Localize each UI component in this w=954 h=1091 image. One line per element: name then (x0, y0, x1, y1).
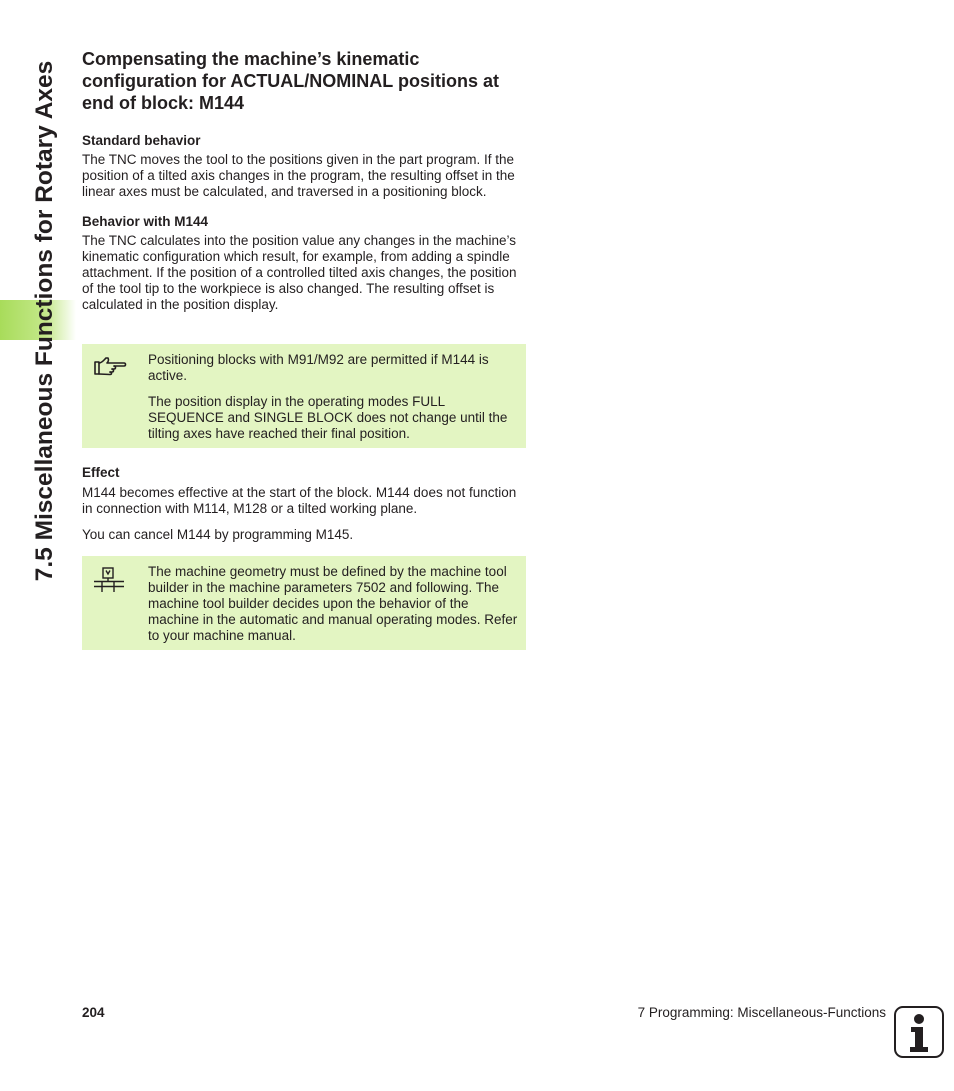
section-side-title (30, 55, 60, 587)
effect-text-1: M144 becomes effective at the start of the block. M144 does not function in connection with M114, M128 or a tilted working plane. (82, 485, 517, 516)
standard-behavior-title: Standard behavior (82, 133, 201, 148)
pointing-hand-icon (92, 352, 128, 385)
info-icon[interactable] (894, 1006, 944, 1058)
chapter-title: 7 Programming: Miscellaneous-Functions (637, 1005, 886, 1020)
effect-title: Effect (82, 465, 120, 480)
note-hint-body (148, 352, 518, 442)
machine-tool-icon (92, 566, 126, 599)
page-heading: Compensating the machine’s kinematic configuration for ACTUAL/NOMINAL positions at end of block: M144 (82, 49, 499, 113)
note-machine-body (148, 564, 518, 644)
page-number: 204 (82, 1005, 105, 1020)
standard-behavior-text: The TNC moves the tool to the positions given in the part program. If the position of a tilted axis changes in the program, the resulting offset in the linear axes must be calculated, and traversed in a positioning block. (82, 152, 515, 199)
note-box-machine (82, 556, 526, 650)
note-machine-text: The machine geometry must be defined by the machine tool builder in the machine parameters 7502 and following. The machine tool builder decides upon the behavior of the machine in the automatic and manual operating modes. Refer to your machine manual. (148, 564, 518, 643)
note-box-hint (82, 344, 526, 448)
note-hint-paragraph-2: The position display in the operating modes FULL SEQUENCE and SINGLE BLOCK does not change until the tilting axes have reached their final position. (148, 394, 508, 441)
note-hint-paragraph-1: Positioning blocks with M91/M92 are permitted if M144 is active. (148, 352, 489, 383)
section-side-title-text: 7.5 Miscellaneous Functions for Rotary Axes (31, 60, 58, 582)
behavior-m144-text: The TNC calculates into the position value any changes in the machine’s kinematic configuration which result, for example, from adding a spindle attachment. If the position of a controlled tilted axis changes, the position of the tool tip to the workpiece is also changed. The resulting offset is calculated in the position display. (82, 233, 517, 312)
effect-text-2: You can cancel M144 by programming M145. (82, 527, 354, 542)
behavior-m144-title: Behavior with M144 (82, 214, 209, 229)
effect-section (82, 464, 526, 543)
main-content (82, 48, 526, 313)
